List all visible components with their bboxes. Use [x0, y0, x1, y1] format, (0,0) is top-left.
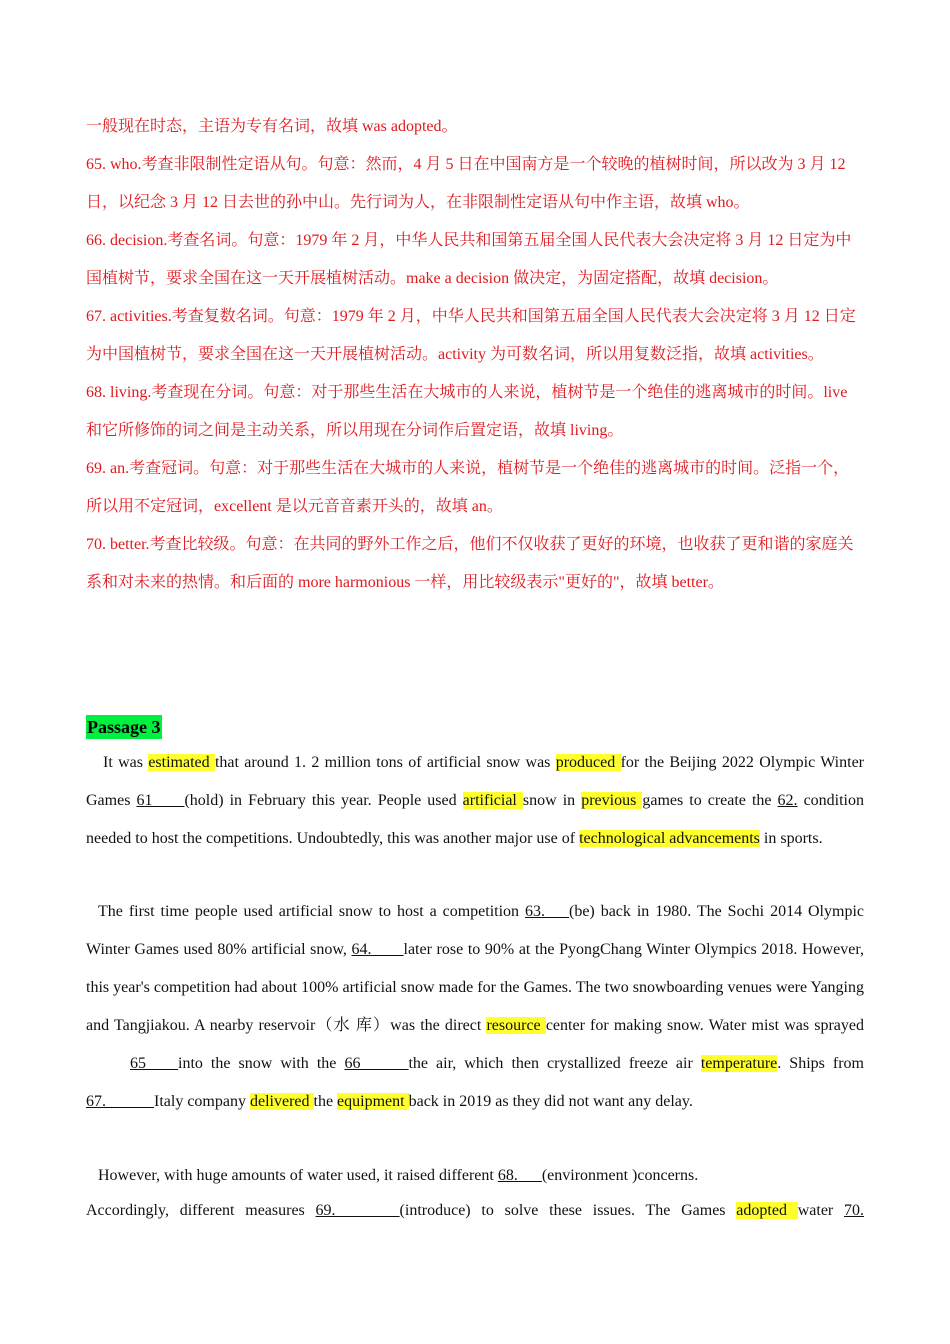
highlight-estimated: estimated — [148, 754, 215, 771]
answer-66: 66. decision.考查名词。句意：1979 年 2 月，中华人民共和国第五届全国人民代表大会决定将 3 月 12 日定为中国植树节，要求全国在这一天开展植树活动。make a decision 做决定，为固定搭配，故填 decision。 — [86, 232, 852, 287]
highlight-technological-advancements: technological advancements — [579, 830, 760, 847]
answer-65: 65. who.考查非限制性定语从句。句意：然而，4 月 5 日在中国南方是一个较晚的植树时间，所以改为 3 月 12 日，以纪念 3 月 12 日去世的孙中山。先行词为人，在非限制性定语从句中作主语，故填 who。 — [86, 156, 846, 211]
passage-title: Passage 3 — [87, 717, 161, 737]
passage-paragraph-3: However, with huge amounts of water used, it raised different 68.___(environment )concerns. — [98, 1167, 699, 1184]
highlight-produced: produced — [555, 754, 621, 771]
passage-paragraph-1: It was estimated that around 1. 2 million tons of artificial snow was produced for the Beijing 2022 Olympic Winter Games 61____(hold) in February this year. People used artificial snow in previous games to create the 62. condition needed to host the competitions. Undoubtedly, this was another major use of technological advancements in sports. — [86, 754, 865, 847]
highlight-temperature: temperature — [700, 1055, 778, 1072]
answer-68: 68. living.考查现在分词。句意：对于那些生活在大城市的人来说，植树节是一个绝佳的逃离城市的时间。live 和它所修饰的词之间是主动关系，所以用现在分词作后置定语，故填 living。 — [86, 384, 848, 439]
passage-paragraph-2: The first time people used artificial snow to host a competition 63.___(be) back in 1980. The Sochi 2014 Olympic Winter Games used 80% artificial snow, 64.____later rose to 90% at the PyongChang Winter Olympics 2018. However, this year's competition had about 100% artificial snow made for the Games. The two snowboarding venues were Yanging and Tangjiakou. A nearby reservoir（水 库）was the direct resource center for making snow. Water mist was sprayed 65____into the snow with the 66______the air, which then crystallized freeze air temperature. Ships from 67.______Italy company delivered the equipment back in 2019 as they did not want any delay. — [86, 903, 865, 1110]
blank-69[interactable]: 69.________ — [315, 1202, 400, 1219]
answer-70: 70. better.考查比较级。句意：在共同的野外工作之后，他们不仅收获了更好的环境，也收获了更和谐的家庭关系和对未来的热情。和后面的 more harmonious 一样，用比较级表示"更好的"，故填 better。 — [86, 536, 854, 591]
blank-63[interactable]: 63.___ — [525, 903, 569, 920]
blank-62[interactable]: 62. — [777, 792, 798, 809]
highlight-adopted: adopted — [736, 1202, 798, 1219]
answer-69: 69. an.考查冠词。句意：对于那些生活在大城市的人来说，植树节是一个绝佳的逃离城市的时间。泛指一个，所以用不定冠词，excellent 是以元音音素开头的，故填 an。 — [86, 460, 850, 515]
highlight-resource: resource — [486, 1017, 546, 1034]
blank-61[interactable]: 61____ — [136, 792, 185, 809]
highlight-artificial: artificial — [462, 792, 523, 809]
answer-explanations — [86, 108, 864, 602]
passage-paragraph-4: Accordingly, different measures 69.________(introduce) to solve these issues. The Games adopted water 70. — [86, 1202, 865, 1219]
highlight-equipment: equipment — [337, 1093, 409, 1110]
blank-68[interactable]: 68.___ — [497, 1167, 542, 1184]
answer-64-continued: 一般现在时态，主语为专有名词，故填 was adopted。 — [86, 118, 458, 135]
highlight-delivered: delivered — [249, 1093, 314, 1110]
highlight-previous: previous — [581, 792, 643, 809]
blank-67[interactable]: 67.______ — [86, 1093, 154, 1110]
answer-67: 67. activities.考查复数名词。句意：1979 年 2 月，中华人民共和国第五届全国人民代表大会决定将 3 月 12 日定为中国植树节，要求全国在这一天开展植树活动。activity 为可数名词，所以用复数泛指，故填 activities。 — [86, 308, 856, 363]
blank-65[interactable]: 65____ — [130, 1055, 178, 1072]
blank-70[interactable]: 70. — [844, 1202, 865, 1219]
blank-64[interactable]: 64.____ — [351, 941, 404, 958]
blank-66[interactable]: 66______ — [344, 1055, 409, 1072]
